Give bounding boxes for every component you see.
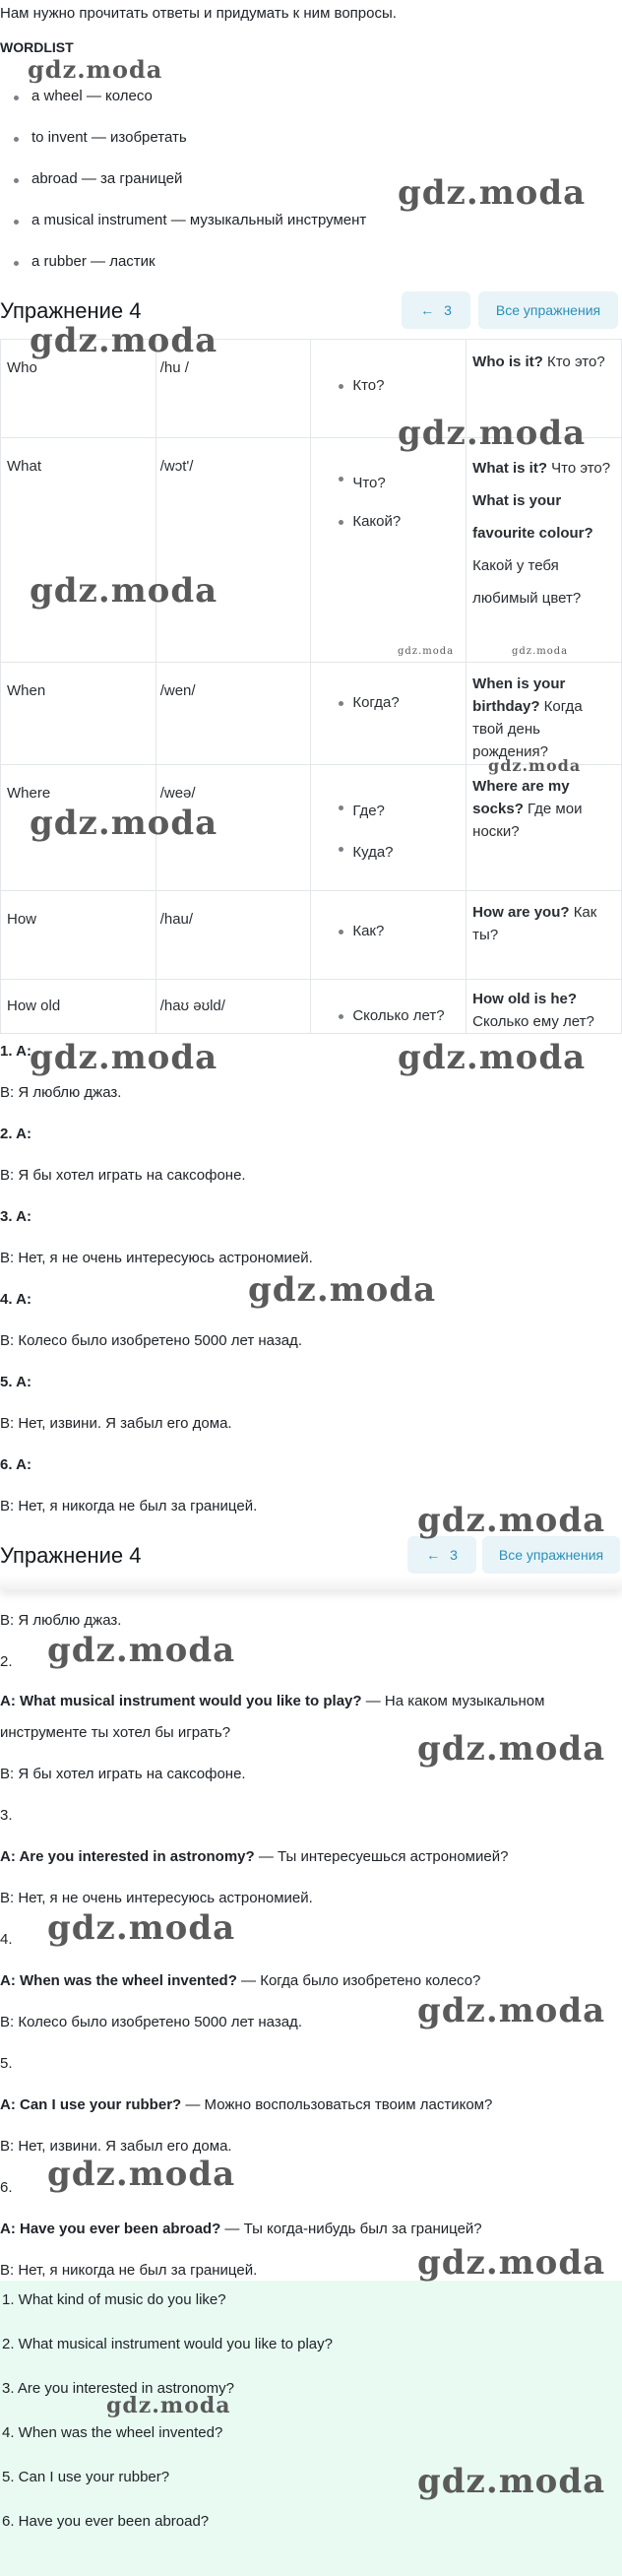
answer-translation: — Ты когда-нибудь был за границей?	[220, 2221, 482, 2237]
all-exercises-button[interactable]: Все упражнения	[478, 291, 618, 329]
ipa-cell: /hu /	[156, 340, 311, 438]
task-a-label: 2. A:	[0, 1126, 31, 1142]
translation-item: Кто?	[311, 369, 466, 403]
answer-question: A: Are you interested in astronomy?	[0, 1848, 255, 1865]
word-cell: How old	[1, 980, 156, 1034]
task-a-label: 1. A:	[0, 1043, 31, 1060]
answer-number: 6.	[0, 2179, 13, 2196]
translation-cell	[311, 663, 466, 765]
answer-question: A: When was the wheel invented?	[0, 1972, 237, 1989]
summary-item: 2. What musical instrument would you like to play?	[2, 2336, 333, 2352]
answer-number: 4.	[0, 1931, 13, 1948]
answer-b-line: B: Нет, я никогда не был за границей.	[0, 2262, 258, 2279]
arrow-left-icon: ←	[420, 302, 435, 318]
answer-a-line	[0, 1692, 544, 1711]
watermark-logo: gdz.moda	[417, 2243, 606, 2283]
table-row	[1, 663, 622, 765]
example-translation: Когда твой день рождения?	[472, 698, 583, 760]
translation-cell	[311, 891, 466, 980]
translation-cell	[311, 980, 466, 1034]
word-cell: Where	[1, 765, 156, 891]
wordlist-item: to invent — изобретать	[31, 129, 187, 146]
watermark-logo: gdz.moda	[488, 756, 582, 775]
bullet-icon	[14, 96, 19, 100]
example-question: When is your birthday?	[472, 676, 566, 715]
prev-exercise-button[interactable]	[407, 1536, 476, 1574]
answer-a-line	[0, 1971, 480, 1991]
example-cell	[466, 663, 622, 765]
translation-cell	[311, 438, 466, 663]
watermark-logo: gdz.moda	[30, 571, 218, 611]
watermark-logo: gdz.moda	[47, 1908, 236, 1948]
ipa-cell: /hau/	[156, 891, 311, 980]
bullet-icon	[14, 178, 19, 183]
answer-question: A: What musical instrument would you like to play?	[0, 1693, 362, 1709]
bullet-icon	[14, 261, 19, 266]
exercise-title: Упражнение 4	[0, 298, 142, 323]
task-b-line: B: Нет, извини. Я забыл его дома.	[0, 1415, 232, 1432]
word-cell: What	[1, 438, 156, 663]
word-cell: Who	[1, 340, 156, 438]
wordlist-item: a rubber — ластик	[31, 253, 156, 270]
answer-question: A: Can I use your rubber?	[0, 2096, 182, 2113]
answer-a-line	[0, 2095, 492, 2115]
answer-b-line: B: Нет, я не очень интересуюсь астрономией.	[0, 1890, 313, 1906]
example-translation: Кто это?	[542, 354, 605, 370]
watermark-logo: gdz.moda	[512, 646, 569, 657]
exercise-title: Упражнение 4	[0, 1543, 142, 1568]
task-a-label: 5. A:	[0, 1374, 31, 1390]
answer-number: 5.	[0, 2055, 13, 2072]
example-cell	[466, 765, 622, 891]
example-question: What is your favourite colour?	[472, 492, 593, 542]
summary-item: 4. When was the wheel invented?	[2, 2424, 223, 2441]
translation-item: Где?	[311, 791, 466, 832]
answer-b-line: B: Колесо было изобретено 5000 лет назад.	[0, 2014, 302, 2030]
answer-translation: — Ты интересуешься астрономией?	[254, 1848, 509, 1865]
ipa-cell: /haʊ əʊld/	[156, 980, 311, 1034]
wordlist-item: a wheel — колесо	[31, 88, 153, 104]
answer-translation: — Можно воспользоваться твоим ластиком?	[181, 2096, 493, 2113]
ipa-cell: /weə/	[156, 765, 311, 891]
answer-number: 2.	[0, 1653, 13, 1670]
bullet-icon	[14, 220, 19, 225]
watermark-logo: gdz.moda	[47, 1631, 236, 1670]
table-row	[1, 980, 622, 1034]
task-a-label: 3. A:	[0, 1208, 31, 1225]
watermark-logo: gdz.moda	[30, 1038, 218, 1077]
watermark-logo: gdz.moda	[47, 2155, 236, 2194]
summary-item: 6. Have you ever been abroad?	[2, 2513, 210, 2530]
task-a-label: 6. A:	[0, 1456, 31, 1473]
translation-item: Какой?	[311, 505, 466, 539]
answer-b-line: B: Нет, извини. Я забыл его дома.	[0, 2138, 232, 2155]
answer-a-line	[0, 1847, 508, 1867]
watermark-logo: gdz.moda	[417, 1501, 606, 1540]
example-translation: Сколько ему лет?	[472, 1013, 594, 1030]
task-b-line: B: Нет, я никогда не был за границей.	[0, 1498, 258, 1514]
translation-item: Сколько лет?	[311, 999, 466, 1033]
watermark-logo: gdz.moda	[398, 173, 587, 213]
translation-item: Когда?	[311, 686, 466, 720]
watermark-logo: gdz.moda	[417, 1729, 606, 1769]
example-translation: Как ты?	[472, 904, 597, 943]
prev-exercise-label: 3	[444, 302, 452, 318]
example-question: Who is it?	[472, 354, 543, 370]
translation-item: Что?	[311, 462, 466, 505]
task-b-line: B: Колесо было изобретено 5000 лет назад.	[0, 1332, 302, 1349]
watermark-logo: gdz.moda	[398, 1038, 587, 1077]
prev-exercise-button[interactable]	[402, 291, 470, 329]
all-exercises-button[interactable]: Все упражнения	[482, 1536, 620, 1574]
summary-box	[0, 2281, 622, 2576]
summary-item: 3. Are you interested in astronomy?	[2, 2380, 234, 2397]
translation-cell	[311, 765, 466, 891]
answer-b-line: B: Я люблю джаз.	[0, 1612, 122, 1629]
task-b-line: B: Я бы хотел играть на саксофоне.	[0, 1167, 246, 1184]
watermark-logo: gdz.moda	[398, 414, 587, 453]
wordlist-item: abroad — за границей	[31, 170, 183, 187]
translation-item: Куда?	[311, 832, 466, 873]
watermark-logo: gdz.moda	[28, 55, 163, 84]
watermark-logo: gdz.moda	[30, 804, 218, 843]
answer-number: 3.	[0, 1807, 13, 1824]
example-translation: Какой у тебя любимый цвет?	[472, 557, 582, 607]
ipa-cell: /wɔt'/	[156, 438, 311, 663]
watermark-logo: gdz.moda	[30, 321, 218, 360]
example-question: What is it?	[472, 460, 547, 477]
task-b-line: B: Я люблю джаз.	[0, 1084, 122, 1101]
example-cell	[466, 438, 622, 663]
example-cell	[466, 891, 622, 980]
word-cell: How	[1, 891, 156, 980]
sticky-shadow	[0, 1576, 622, 1589]
example-translation: Что это?	[547, 460, 611, 477]
table-row	[1, 891, 622, 980]
watermark-logo: gdz.moda	[106, 2393, 231, 2418]
example-translation: Где мои носки?	[472, 801, 583, 840]
example-question: How old is he?	[472, 991, 578, 1007]
summary-item: 5. Can I use your rubber?	[2, 2469, 170, 2485]
task-a-label: 4. A:	[0, 1291, 31, 1308]
answer-question: A: Have you ever been abroad?	[0, 2221, 221, 2237]
watermark-logo: gdz.moda	[248, 1270, 437, 1310]
table-row	[1, 438, 622, 663]
prev-exercise-label: 3	[450, 1547, 458, 1563]
wordlist-item: a musical instrument — музыкальный инструмент	[31, 212, 367, 228]
wordlist-title: WORDLIST	[0, 39, 74, 55]
bullet-icon	[14, 137, 19, 142]
watermark-logo: gdz.moda	[417, 1991, 606, 2030]
answer-translation: — На каком музыкальном	[361, 1693, 545, 1709]
task-b-line: B: Нет, я не очень интересуюсь астрономией.	[0, 1250, 313, 1266]
ipa-cell: /wen/	[156, 663, 311, 765]
watermark-logo: gdz.moda	[417, 2462, 606, 2501]
watermark-logo: gdz.moda	[398, 646, 455, 657]
intro-text: Нам нужно прочитать ответы и придумать к ним вопросы.	[0, 5, 397, 22]
example-question: How are you?	[472, 904, 570, 921]
translation-item: Как?	[311, 915, 466, 948]
arrow-left-icon: ←	[426, 1547, 441, 1563]
answer-translation-cont: инструменте ты хотел бы играть?	[0, 1724, 231, 1741]
example-cell	[466, 980, 622, 1034]
word-cell: When	[1, 663, 156, 765]
answer-b-line: B: Я бы хотел играть на саксофоне.	[0, 1766, 246, 1782]
answer-a-line	[0, 2220, 482, 2239]
summary-item: 1. What kind of music do you like?	[2, 2291, 226, 2308]
example-question: Where are my socks?	[472, 778, 570, 817]
answer-translation: — Когда было изобретено колесо?	[236, 1972, 481, 1989]
